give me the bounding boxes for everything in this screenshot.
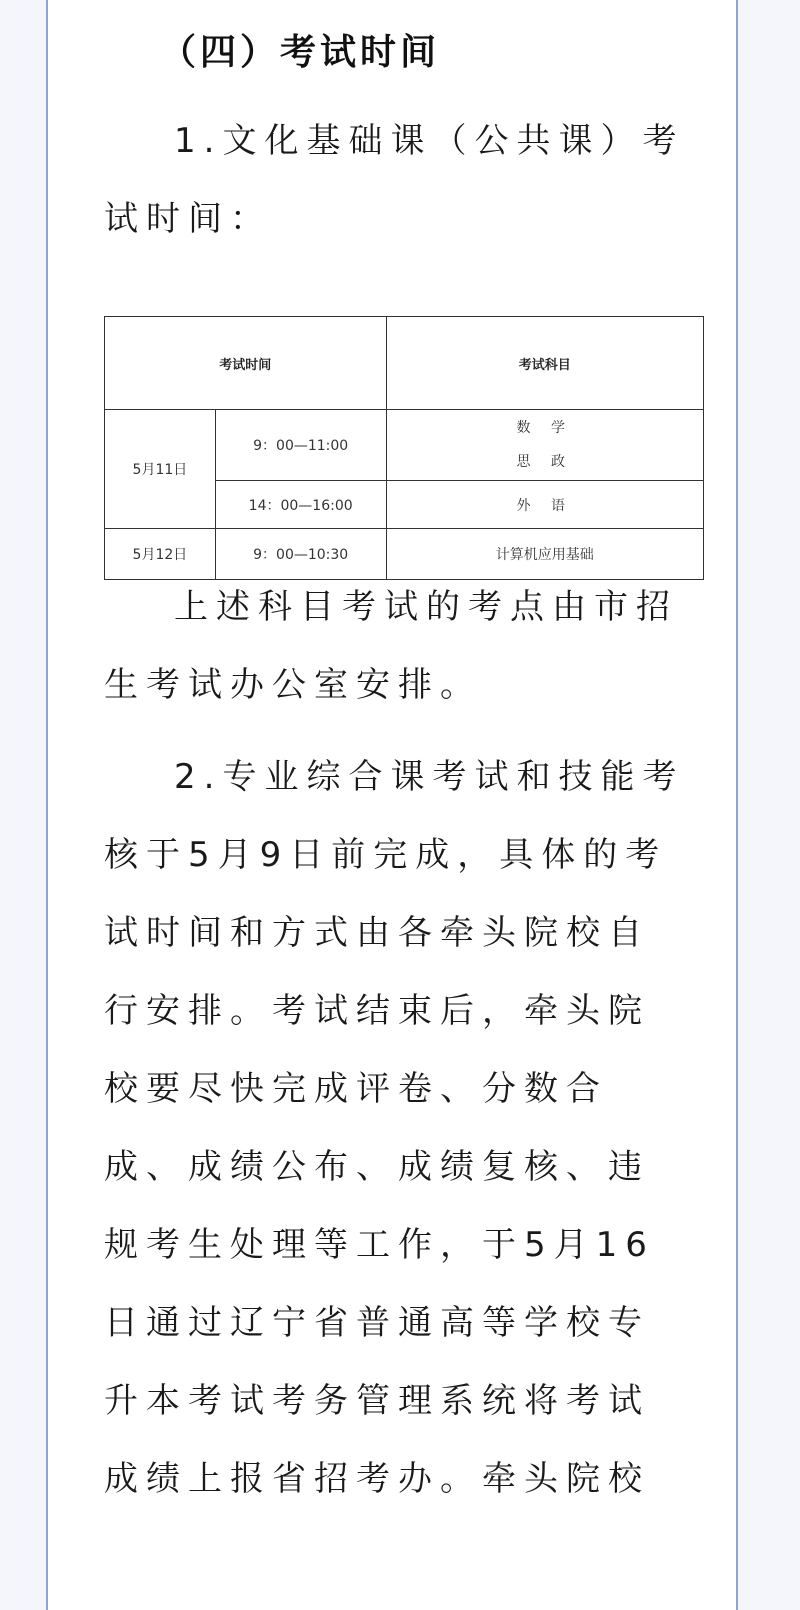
exam-schedule-table-wrapper: [104, 316, 704, 580]
cell-date-may11: 5月11日: [105, 410, 216, 529]
section-heading: （四）考试时间: [160, 32, 441, 73]
cell-time-may11-morning: 9：00—11:00: [215, 410, 386, 481]
table-row: [105, 410, 704, 481]
cell-time-may11-afternoon: 14：00—16:00: [215, 480, 386, 529]
cell-subject-may12: 计算机应用基础: [386, 529, 703, 580]
paragraph-exam-venue: 上述科目考试的考点由市招生考试办公室安排。: [104, 587, 678, 705]
header-exam-subject: 考试科目: [386, 317, 703, 410]
exam-schedule-table: [104, 316, 704, 580]
cell-date-may12: 5月12日: [105, 529, 216, 580]
cell-time-may12: 9：00—10:30: [215, 529, 386, 580]
paragraph-exam-time-intro: 1.文化基础课（公共课）考试时间：: [104, 121, 685, 239]
cell-subject-may11-morning: [386, 410, 703, 481]
subject-politics: 思 政: [516, 453, 573, 470]
cell-subject-may11-afternoon: 外 语: [386, 480, 703, 529]
header-exam-time: 考试时间: [105, 317, 387, 410]
paragraph-professional-exam: 2.专业综合课考试和技能考核于5月9日前完成，具体的考试时间和方式由各牵头院校自行安排。考试结束后，牵头院校要尽快完成评卷、分数合成、成绩公布、成绩复核、违规考生处理等工作，于5月16日通过辽宁省普通高等学校专升本考试考务管理系统将考试成绩上报省招考办。牵头院校: [104, 757, 685, 1499]
subject-math: 数 学: [516, 419, 573, 436]
table-header-row: [105, 317, 704, 410]
